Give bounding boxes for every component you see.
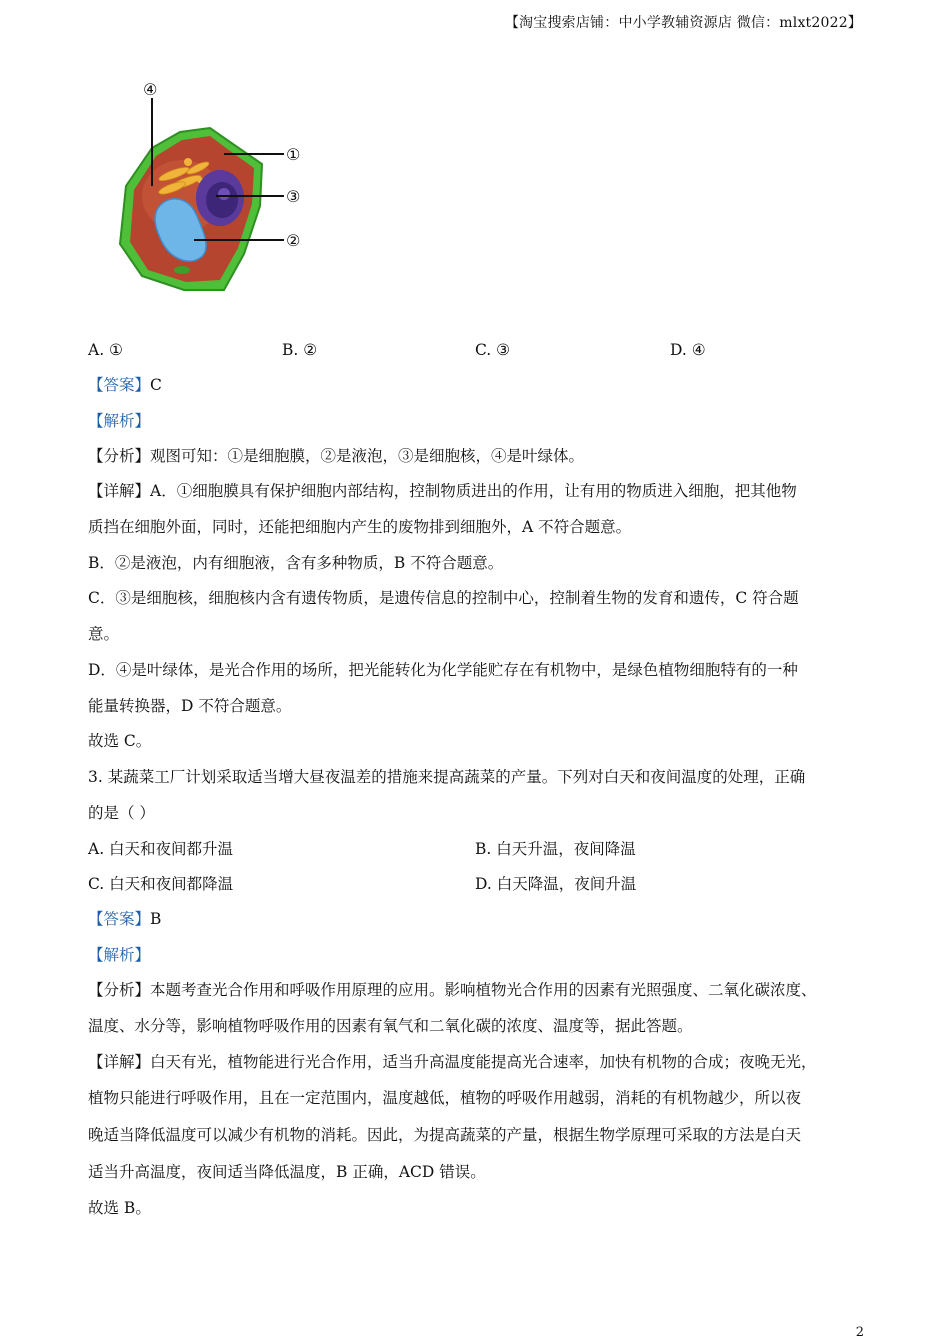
figure-label-2: ②: [286, 231, 301, 250]
answer-tag: 【答案】: [88, 910, 151, 928]
q2-option-b: B. ②: [282, 341, 318, 359]
q3-detail-line: 晚适当降低温度可以减少有机物的消耗。因此，为提高蔬菜的产量，根据生物学原理可采取的方法是白天: [88, 1126, 802, 1144]
q3-option-d: D. 白天降温，夜间升温: [475, 875, 637, 893]
page-header: 【淘宝搜索店铺：中小学教辅资源店 微信：mlxt2022】: [504, 15, 862, 31]
q3-option-c: C. 白天和夜间都降温: [88, 875, 234, 893]
q2-detail-line: 质挡在细胞外面，同时，还能把细胞内产生的废物排到细胞外，A 不符合题意。: [88, 518, 632, 536]
q2-detail-line: 能量转换器，D 不符合题意。: [88, 697, 292, 715]
analysis-tag: 【解析】: [88, 946, 151, 964]
q3-stem: 3. 某蔬菜工厂计划采取适当增大昼夜温差的措施来提高蔬菜的产量。下列对白天和夜间温度的处理，正确: [88, 768, 806, 786]
answer-value: C: [150, 376, 162, 394]
figure-label-1: ①: [286, 145, 301, 164]
q2-detail-line: B．②是液泡，内有细胞液，含有多种物质，B 不符合题意。: [88, 554, 504, 572]
q3-fenxi-line: 温度、水分等，影响植物呼吸作用的因素有氧气和二氧化碳的浓度、温度等，据此答题。: [88, 1017, 693, 1035]
q3-detail-line: [88, 1052, 878, 1072]
plant-cell-illustration: [112, 76, 312, 302]
q2-conclusion: 故选 C。: [88, 732, 152, 750]
answer-tag: 【答案】: [88, 376, 151, 394]
q3-option-a: A. 白天和夜间都升温: [88, 840, 234, 858]
xiangjie-tag: 【详解】: [88, 1053, 151, 1071]
q3-analysis: [88, 945, 878, 965]
detail-text: 白天有光，植物能进行光合作用，适当升高温度能提高光合速率，加快有机物的合成；夜晚无光，: [150, 1053, 817, 1071]
q2-option-d: D. ④: [670, 341, 706, 359]
q3-detail-line: 适当升高温度，夜间适当降低温度，B 正确，ACD 错误。: [88, 1163, 486, 1181]
fenxi-text: 观图可知：①是细胞膜，②是液泡，③是细胞核，④是叶绿体。: [150, 447, 585, 465]
xiangjie-tag: 【详解】: [88, 482, 151, 500]
q2-detail-line: D．④是叶绿体，是光合作用的场所，把光能转化为化学能贮存在有机物中，是绿色植物细胞特有的一种: [88, 661, 798, 679]
q3-conclusion: 故选 B。: [88, 1199, 151, 1217]
plant-cell-figure: [112, 76, 312, 302]
figure-label-4: ④: [143, 80, 158, 99]
analysis-tag: 【解析】: [88, 412, 151, 430]
q2-option-a: A. ①: [88, 341, 123, 359]
figure-label-3: ③: [286, 187, 301, 206]
q3-detail-line: 植物只能进行呼吸作用，且在一定范围内，温度越低，植物的呼吸作用越弱，消耗的有机物越少，所以夜: [88, 1089, 802, 1107]
q2-analysis: [88, 411, 878, 431]
q3-stem: 的是（ ）: [88, 804, 155, 822]
detail-text: A．①细胞膜具有保护细胞内部结构，控制物质进出的作用，让有用的物质进入细胞，把其他物: [150, 482, 797, 500]
q2-answer: [88, 375, 878, 395]
q2-detail-line: C．③是细胞核，细胞核内含有遗传物质，是遗传信息的控制中心，控制着生物的发育和遗传，C 符合题: [88, 589, 799, 607]
q2-detail-line: 意。: [88, 625, 120, 643]
q2-fenxi: [88, 446, 878, 466]
answer-value: B: [150, 910, 162, 928]
q3-answer: [88, 909, 878, 929]
q3-option-b: B. 白天升温，夜间降温: [475, 840, 636, 858]
fenxi-tag: 【分析】: [88, 447, 151, 465]
q2-option-c: C. ③: [475, 341, 511, 359]
page-number: 2: [855, 1325, 864, 1340]
fenxi-tag: 【分析】: [88, 981, 151, 999]
q3-fenxi: [88, 980, 878, 1000]
q2-detail-line: [88, 481, 878, 501]
fenxi-text: 本题考查光合作用和呼吸作用原理的应用。影响植物光合作用的因素有光照强度、二氧化碳浓度、: [150, 981, 817, 999]
